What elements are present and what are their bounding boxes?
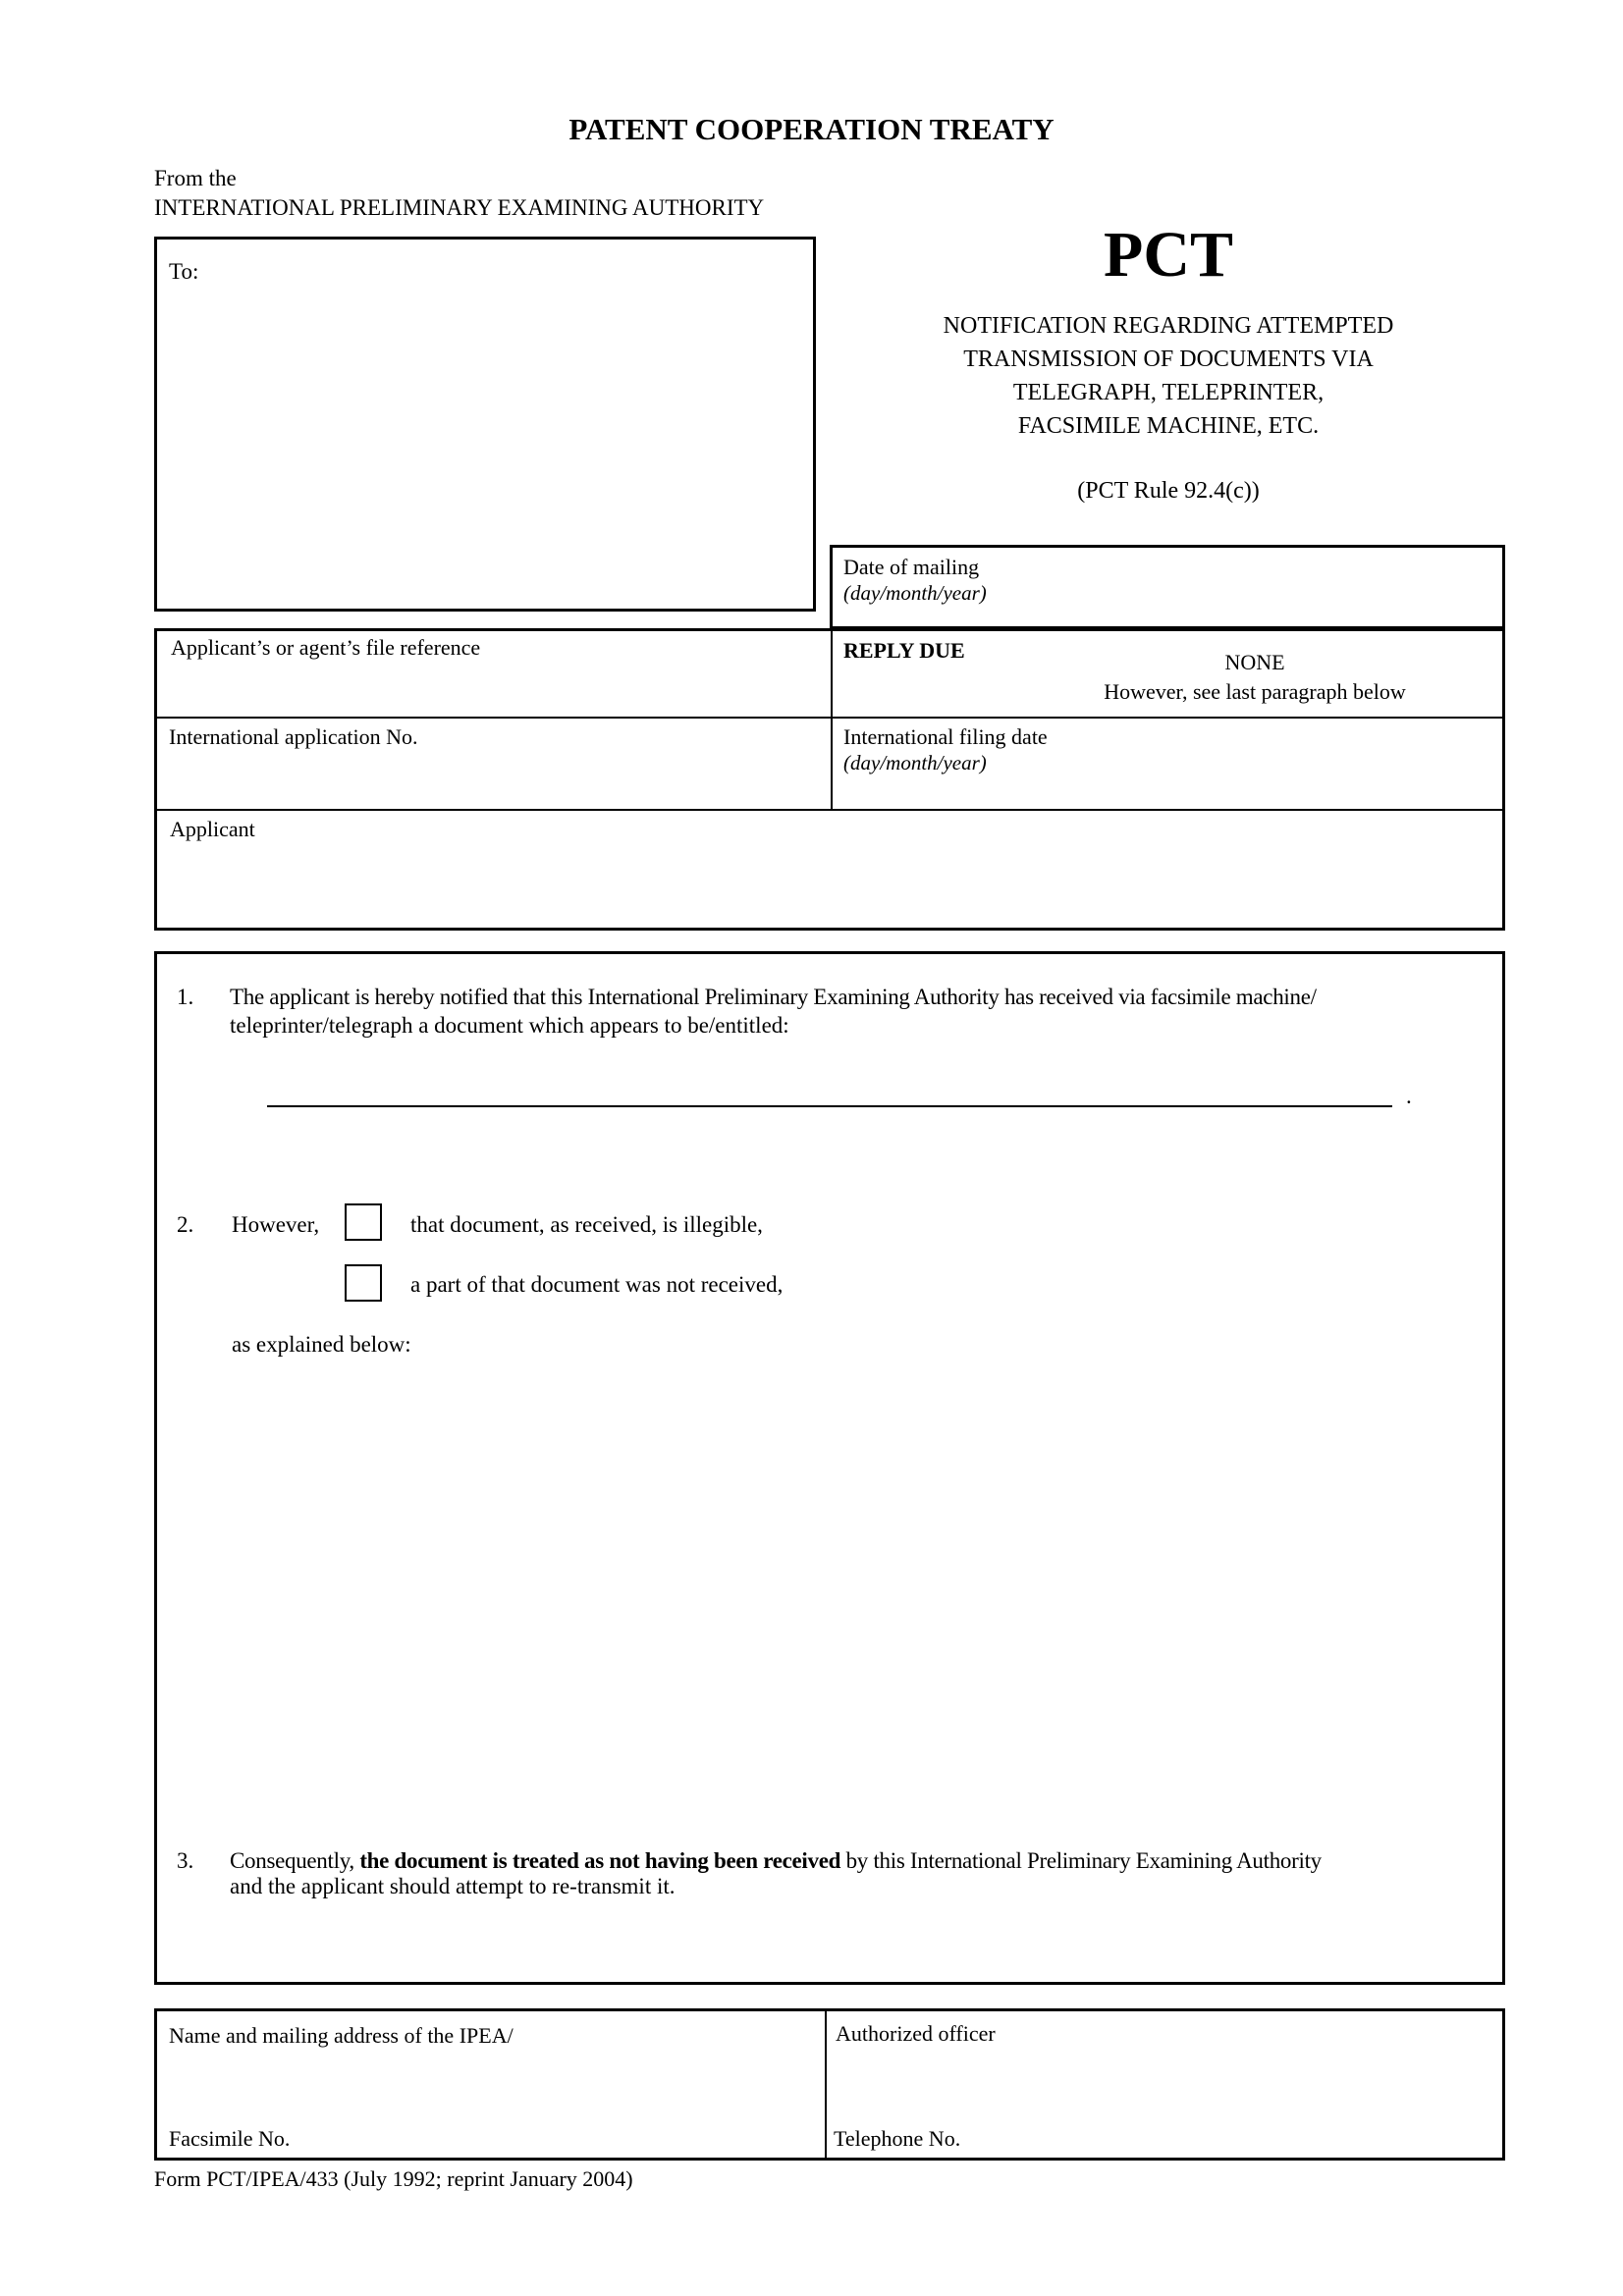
- file-reference-field[interactable]: [157, 631, 831, 717]
- form-id: Form PCT/IPEA/433 (July 1992; reprint January 2004): [154, 2166, 633, 2191]
- date-of-mailing-field[interactable]: [830, 545, 1505, 629]
- not-received-option-label: a part of that document was not received,: [410, 1272, 784, 1297]
- application-no-label: International application No.: [169, 724, 418, 749]
- item-1-text-line-2: teleprinter/telegraph a document which appears to be/entitled:: [230, 1013, 789, 1038]
- filing-date-label: International filing date: [843, 724, 1048, 749]
- item-1-text-line-1: The applicant is hereby notified that this International Preliminary Examining Authority has received via facsimile machine/: [230, 985, 1317, 1009]
- telephone-label: Telephone No.: [834, 2126, 961, 2151]
- from-authority: INTERNATIONAL PRELIMINARY EXAMINING AUTHORITY: [154, 195, 765, 220]
- pct-rule: (PCT Rule 92.4(c)): [1077, 478, 1260, 504]
- reply-due-note: However, see last paragraph below: [1104, 679, 1406, 704]
- notification-line-4: FACSIMILE MACHINE, ETC.: [1017, 413, 1320, 439]
- ipea-address-label: Name and mailing address of the IPEA/: [169, 2023, 514, 2048]
- item-1-number: 1.: [177, 985, 194, 1009]
- applicant-field[interactable]: [157, 811, 1502, 928]
- ipea-address-field[interactable]: [157, 2011, 825, 2158]
- document-title-line[interactable]: [267, 1105, 1392, 1107]
- to-address-box[interactable]: [154, 237, 816, 612]
- filing-date-format: (day/month/year): [843, 751, 987, 774]
- from-label: From the: [154, 166, 237, 190]
- item-3-bold: the document is treated as not having been received: [359, 1848, 841, 1873]
- footer-box: [154, 2008, 1505, 2161]
- item-2-however: However,: [232, 1212, 320, 1237]
- item-2-explained: as explained below:: [232, 1332, 411, 1357]
- notification-line-2: TRANSMISSION OF DOCUMENTS VIA: [963, 347, 1374, 372]
- application-no-field[interactable]: [157, 719, 831, 809]
- reply-due-section: [833, 631, 1502, 717]
- to-label: To:: [169, 259, 199, 284]
- date-of-mailing-label: Date of mailing: [843, 555, 980, 579]
- reply-due-value: NONE: [1224, 650, 1285, 674]
- notification-line-3: TELEGRAPH, TELEPRINTER,: [1012, 380, 1325, 405]
- item-3-pre: Consequently,: [230, 1848, 354, 1873]
- illegible-checkbox[interactable]: [345, 1203, 382, 1241]
- explanation-area[interactable]: [344, 1376, 1483, 1818]
- applicant-label: Applicant: [170, 817, 255, 841]
- pct-logo: PCT: [1104, 219, 1233, 291]
- not-received-checkbox[interactable]: [345, 1264, 382, 1302]
- item-1-period: .: [1406, 1084, 1412, 1108]
- item-2-number: 2.: [177, 1212, 194, 1237]
- facsimile-label: Facsimile No.: [169, 2126, 291, 2151]
- date-of-mailing-format: (day/month/year): [843, 581, 987, 605]
- treaty-title: PATENT COOPERATION TREATY: [568, 112, 1055, 146]
- file-reference-label: Applicant’s or agent’s file reference: [171, 635, 481, 660]
- reply-due-label: REPLY DUE: [843, 638, 965, 663]
- application-fields-grid: [154, 628, 1505, 931]
- item-3-text-line-1: [230, 1846, 1322, 1875]
- authorized-officer-label: Authorized officer: [836, 2021, 996, 2046]
- item-3-post: by this International Preliminary Examining Authority: [845, 1848, 1322, 1873]
- filing-date-field[interactable]: [833, 719, 1502, 809]
- item-3-number: 3.: [177, 1848, 194, 1873]
- illegible-option-label: that document, as received, is illegible,: [410, 1212, 763, 1237]
- notification-line-1: NOTIFICATION REGARDING ATTEMPTED: [943, 313, 1394, 339]
- notification-body: [154, 951, 1505, 1985]
- item-3-text-line-2: and the applicant should attempt to re-transmit it.: [230, 1874, 676, 1898]
- authorized-officer-field[interactable]: [827, 2011, 1502, 2158]
